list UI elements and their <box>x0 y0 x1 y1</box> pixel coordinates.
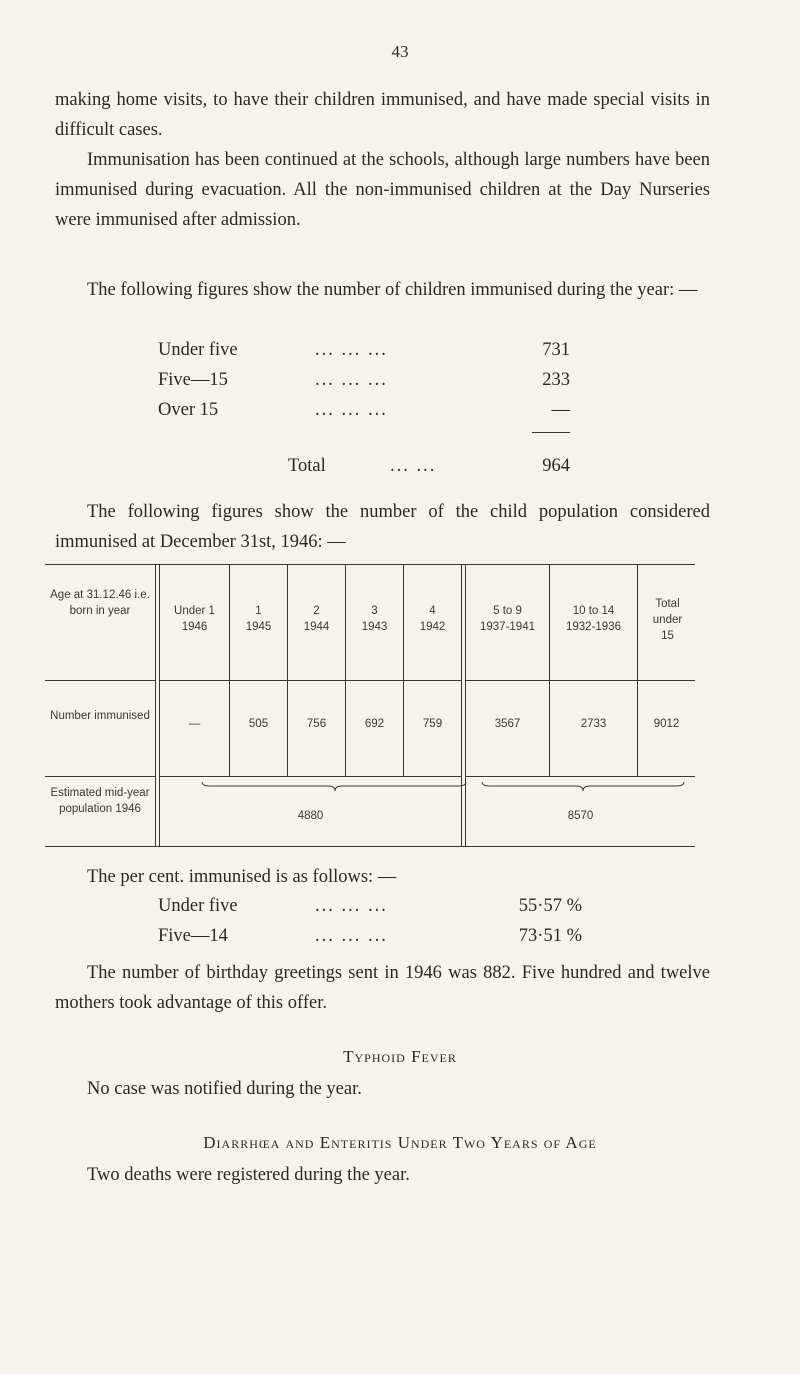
table-top-rule <box>45 564 695 565</box>
row-header-population: Estimated mid-year population 1946 <box>50 787 150 815</box>
heading-diarrhoea: Diarrhœa and Enteritis Under Two Years of Age <box>203 1133 597 1152</box>
column-header-line: 3 <box>371 605 378 617</box>
table-bottom-rule <box>45 846 695 847</box>
column-header <box>288 603 345 635</box>
table-cell: 756 <box>306 718 327 730</box>
column-header-line: 15 <box>661 630 674 642</box>
paragraph-diarrhoea: Two deaths were registered during the year. <box>87 1165 410 1185</box>
col-rule <box>461 565 462 846</box>
row-rule <box>160 776 461 777</box>
table-cell-population-5to14: 8570 <box>567 810 594 822</box>
list-label: Over 15 <box>158 400 219 420</box>
column-header <box>404 603 461 635</box>
leader-dots: ... ... ... <box>315 340 388 360</box>
list-label: Under five <box>158 340 238 360</box>
paragraph-immunised-intro: The following figures show the number of children immunised during the year: — <box>87 280 698 300</box>
paragraph-home-visits: making home visits, to have their children immunised, and have made special visits in difficult cases. <box>55 90 710 140</box>
row-rule <box>466 776 695 777</box>
brace-under5 <box>200 780 470 794</box>
column-header-line: 1946 <box>181 621 208 633</box>
table-cell: 505 <box>248 718 269 730</box>
column-header-line: 1 <box>255 605 262 617</box>
column-header-line: 10 to 14 <box>572 605 615 617</box>
column-header-line: 1942 <box>419 621 446 633</box>
heading-typhoid: Typhoid Fever <box>343 1047 457 1066</box>
col-rule <box>549 565 550 776</box>
column-header-line: 1945 <box>245 621 272 633</box>
sum-rule <box>532 432 570 433</box>
leader-dots: ... ... <box>390 456 437 476</box>
table-cell-population-under5: 4880 <box>297 810 324 822</box>
paragraph-immunisation-schools: Immunisation has been continued at the schools, although large numbers have been immunised during evacuation. All the non-immunised children at the Day Nurseries were immunised after admission. <box>55 150 710 230</box>
paragraph-birthday-greetings: The number of birthday greetings sent in 1946 was 882. Five hundred and twelve mothers took advantage of this offer. <box>55 963 710 1013</box>
page-number: 43 <box>391 42 409 61</box>
column-header-line: 1944 <box>303 621 330 633</box>
paragraph-percent-intro: The per cent. immunised is as follows: — <box>87 867 397 887</box>
column-header-line: 2 <box>313 605 320 617</box>
col-rule <box>637 565 638 776</box>
column-header-line: Under 1 <box>174 605 215 617</box>
row-rule <box>45 680 155 681</box>
table-cell: 692 <box>364 718 385 730</box>
row-header-immunised: Number immunised <box>50 710 150 722</box>
row-rule <box>466 680 695 681</box>
table-cell: 3567 <box>494 718 521 730</box>
brace-5to14 <box>480 780 690 794</box>
col-rule <box>287 565 288 776</box>
total-label: Total <box>288 456 326 476</box>
table-cell: 2733 <box>580 718 607 730</box>
column-header-line: 1937-1941 <box>480 621 535 633</box>
list-value: 73·51 % <box>518 926 582 946</box>
col-rule <box>345 565 346 776</box>
column-header <box>346 603 403 635</box>
column-header <box>550 603 637 635</box>
list-label: Five—14 <box>158 926 228 946</box>
list-value: 233 <box>542 370 570 390</box>
table-cell: 9012 <box>653 718 680 730</box>
paragraph-typhoid: No case was notified during the year. <box>87 1079 362 1099</box>
paragraph-population-intro: The following figures show the number of the child population considered immunised at December 31st, 1946: — <box>55 502 710 552</box>
list-label: Five—15 <box>158 370 228 390</box>
leader-dots: ... ... ... <box>315 400 388 420</box>
column-header <box>160 603 229 635</box>
column-header <box>466 603 549 635</box>
list-value: 55·57 % <box>518 896 582 916</box>
leader-dots: ... ... ... <box>315 896 388 916</box>
list-value: — <box>551 400 570 420</box>
column-header <box>230 603 287 635</box>
row-rule <box>45 776 155 777</box>
list-label: Under five <box>158 896 238 916</box>
column-header <box>640 596 695 644</box>
leader-dots: ... ... ... <box>315 926 388 946</box>
col-rule <box>155 565 156 846</box>
col-rule <box>229 565 230 776</box>
total-value: 964 <box>542 456 570 476</box>
table-cell: 759 <box>422 718 443 730</box>
table-cell: — <box>188 718 201 730</box>
column-header-line: Total under <box>652 598 683 626</box>
row-header-age: Age at 31.12.46 i.e. born in year <box>50 589 150 617</box>
list-value: 731 <box>542 340 570 360</box>
leader-dots: ... ... ... <box>315 370 388 390</box>
column-header-line: 5 to 9 <box>493 605 522 617</box>
row-rule <box>160 680 461 681</box>
col-rule <box>403 565 404 776</box>
column-header-line: 1932-1936 <box>566 621 621 633</box>
column-header-line: 1943 <box>361 621 388 633</box>
column-header-line: 4 <box>429 605 436 617</box>
